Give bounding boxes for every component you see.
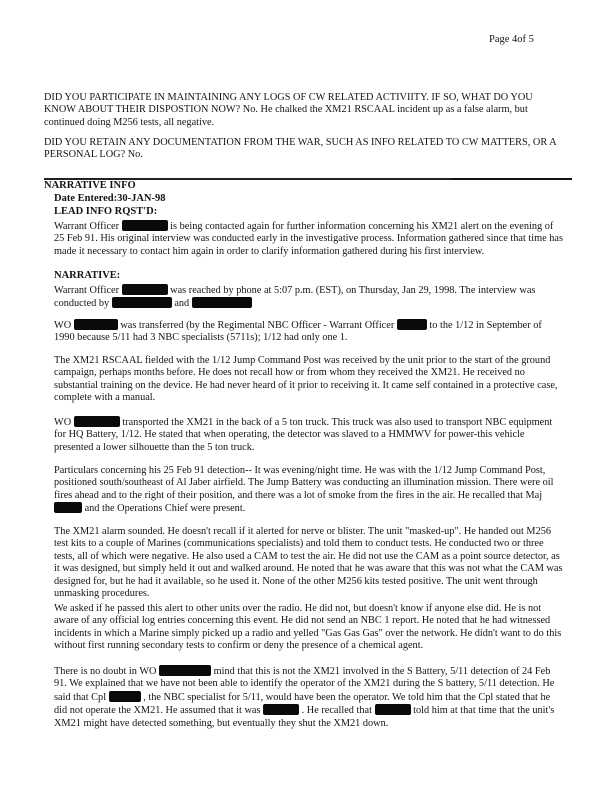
answer-text: No. — [127, 149, 143, 161]
redaction-box — [54, 502, 82, 513]
redaction-box — [375, 704, 411, 715]
lead-info-text: is being contacted again for further information concerning his XM21 alert on the evening of 25 Feb 91. His original interview was conducted early in the investigative process. Information gathered since that time has made it necessary to contact him again in order to clarify information gathered during his first interview. — [54, 221, 563, 257]
question-text: DID YOU RETAIN ANY DOCUMENTATION FROM THE WAR, SUCH AS INFO RELATED TO CW MATTERS, OR A PERSONAL LOG? — [44, 137, 557, 161]
redaction-box — [74, 319, 118, 330]
section-title: NARRATIVE INFO — [44, 180, 136, 191]
paragraph-text: mind that this is not the XM21 involved in the S Battery, 5/11 detection of 24 Feb 91. We explained that we have not been able to identify the operator of the XM21 during the S battery, 5/11 detection. He said that Cpl — [54, 666, 555, 703]
paragraph-text: was transferred (by the Regimental NBC Officer - Warrant Officer — [120, 320, 395, 331]
question-text: DID YOU PARTICIPATE IN MAINTAINING ANY LOGS OF CW RELATED ACTIVIITY. IF SO, WHAT DO YOU KNOW ABOUT THEIR DISPOSTION NOW? — [44, 92, 533, 116]
narrative-paragraph-6: The XM21 alarm sounded. He doesn't recall if it alerted for nerve or blister. The unit "masked-up". He handed out M256 test kits to a couple of Marines (communications specialists) and told them to conduct tests. He conducted two or three tests, all of which were negative. He also used a CAM to test the air. He did not use the CAM as a point source detector, as it was designed, but simply held it out and walked around. He noted that he was aware that this was not what the CAM was designed for, but he had it available, so he used it. None of the other M256 kits tested positive. The unit went through unmasking procedures. — [54, 526, 563, 600]
paragraph-text: and — [174, 298, 190, 310]
narrative-paragraph-7: We asked if he passed this alert to other units over the radio. He did not, but doesn't know if anyone else did. He is not aware of any official log entries concerning this event. He did not send an NBC 1 report. He noted that he had witnessed incidents in which a Marine simply picked up a radio and yelled "Gas Gas Gas" over the network. He didn't want to do this without first running secondary tests to confirm or deny the presence of a chemical agent. — [54, 603, 562, 652]
redaction-box — [263, 704, 299, 715]
paragraph-text: told him at that time that the unit's XM21 might have detected something, but eventually they shut the XM21 down. — [54, 705, 555, 729]
narrative-paragraph-2 — [54, 319, 564, 345]
answer-text: No. He chalked the XM21 RSCAAL incident up as a false alarm, but continued doing M256 tests, all negative. — [44, 104, 528, 128]
redaction-box — [74, 416, 120, 427]
paragraph-text: was reached by phone at 5:07 p.m. (EST), on Thursday, Jan 29, 1998. The interview was conducted by — [54, 285, 536, 310]
redaction-box — [192, 297, 252, 308]
paragraph-text: There is no doubt in WO — [54, 666, 157, 677]
paragraph-text: and the Operations Chief were present. — [84, 503, 246, 515]
lead-info-text: Warrant Officer — [54, 221, 120, 232]
redaction-box — [397, 319, 427, 330]
paragraph-text: to the 1/12 in September of 1990 because 5/11 had 3 NBC specialists (5711s); 1/12 had only one 1. — [54, 320, 542, 344]
lead-info-paragraph — [54, 220, 564, 258]
paragraph-text: Particulars concerning his 25 Feb 91 detection-- It was evening/night time. He was with the 1/12 Jump Command Post, positioned south/southeast of Al Jaber airfield. The Jump Battery was conducting an illumination mission. There were oil fires ahead and to the right of their position, and there was a lot of smoke from the fires in the air. He recalled that Maj — [54, 465, 554, 501]
paragraph-text: WO — [54, 320, 72, 331]
paragraph-text: Warrant Officer — [54, 285, 120, 296]
lead-info-label: LEAD INFO RQST'D: — [54, 206, 158, 217]
paragraph-text: . He recalled that — [301, 705, 372, 717]
redaction-box — [122, 284, 168, 295]
question-2 — [44, 137, 564, 162]
redaction-box — [122, 220, 168, 231]
date-entered: Date Entered:30-JAN-98 — [54, 193, 166, 204]
paragraph-text: WO — [54, 417, 72, 428]
narrative-paragraph-1 — [54, 284, 564, 311]
narrative-paragraph-3: The XM21 RSCAAL fielded with the 1/12 Jump Command Post was received by the unit prior to the start of the ground campaign, perhaps months before. He does not recall how or from whom they received the XM21. He received no substantial training on the device. He had never heard of it prior to receiving it. It came self contained in a protective case, complete with a manual. — [54, 355, 558, 404]
paragraph-text: transported the XM21 in the back of a 5 ton truck. This truck was also used to transport NBC equipment for HQ Battery, 1/12. He stated that when operating, the detector was slaved to a HMMWV for power-this vehicle presented a lower silhouette than the 5 ton truck. — [54, 417, 553, 453]
narrative-paragraph-5 — [54, 465, 564, 516]
paragraph-text: , the NBC specialist for 5/11, would have been the operator. We told him that the Cpl stated that he did not operate the XM21. He assumed that it was — [54, 691, 551, 717]
narrative-paragraph-8 — [54, 665, 564, 730]
page-number: Page 4of 5 — [489, 34, 534, 45]
redaction-box — [109, 691, 141, 702]
question-1 — [44, 92, 564, 129]
redaction-box — [112, 297, 172, 308]
narrative-paragraph-4 — [54, 416, 564, 454]
redaction-box — [159, 665, 211, 676]
narrative-label: NARRATIVE: — [54, 270, 121, 281]
